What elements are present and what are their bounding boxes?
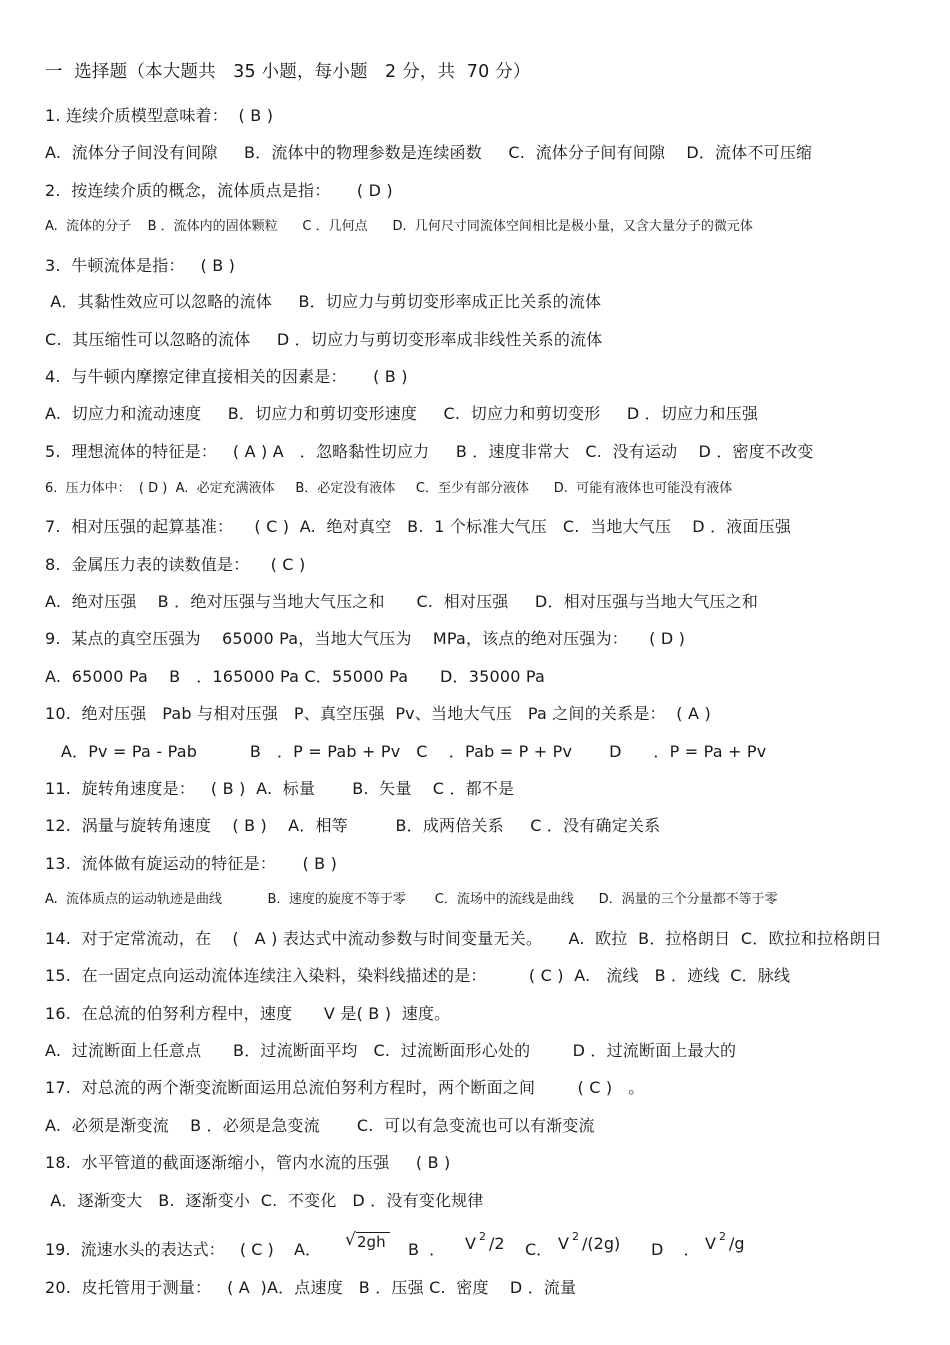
question-8-options: A. 绝对压强 B ．绝对压强与当地大气压之和 C. 相对压强 D．相对压强与当地大气压之和 <box>45 592 759 611</box>
question-10: 10. 绝对压强 Pab 与相对压强 P、真空压强 Pv、当地大气压 Pa 之间的关系是： ( A ) <box>45 704 711 723</box>
section-heading: 一 选择题（本大题共 35 小题，每小题 2 分，共 70 分） <box>45 62 531 82</box>
question-17: 17. 对总流的两个渐变流断面运用总流伯努利方程时，两个断面之间 ( C ) 。 <box>45 1078 645 1097</box>
question-17-options: A. 必须是渐变流 B ．必须是急变流 C. 可以有急变流也可以有渐变流 <box>45 1116 595 1135</box>
sqrt-sign: √ <box>345 1230 356 1250</box>
question-2-options: A. 流体的分子 B ．流体内的固体颗粒 C ．几何点 D. 几何尺寸同流体空间相比是极小量，又含大量分子的微元体 <box>45 219 753 234</box>
option-c-den: /(2g) <box>582 1234 621 1253</box>
question-4-options: A. 切应力和流动速度 B．切应力和剪切变形速度 C. 切应力和剪切变形 D ．切应力和压强 <box>45 404 759 423</box>
question-5: 5. 理想流体的特征是： ( A ) A ．忽略黏性切应力 B ．速度非常大 C. 没有运动 D ．密度不改变 <box>45 442 814 461</box>
option-a-value: 2gh <box>357 1233 386 1251</box>
option-c-v: V <box>558 1234 569 1253</box>
question-7: 7. 相对压强的起算基准： ( C ) A. 绝对真空 B. 1 个标准大气压 C. 当地大气压 D ．液面压强 <box>45 517 792 536</box>
question-18: 18. 水平管道的截面逐渐缩小，管内水流的压强 ( B ) <box>45 1153 451 1172</box>
question-16-options: A. 过流断面上任意点 B．过流断面平均 C. 过流断面形心处的 D ．过流断面上最大的 <box>45 1041 737 1060</box>
question-3-options-cd: C. 其压缩性可以忽略的流体 D ．切应力与剪切变形率成非线性关系的流体 <box>45 330 603 349</box>
question-12: 12. 涡量与旋转角速度 ( B ) A．相等 B．成两倍关系 C ．没有确定关系 <box>45 816 661 835</box>
question-6: 6. 压力体中： ( D ) A. 必定充满液体 B．必定没有液体 C．至少有部分液体 D. 可能有液体也可能没有液体 <box>45 481 733 496</box>
question-3: 3. 牛顿流体是指： ( B ) <box>45 256 236 275</box>
question-14: 14. 对于定常流动，在 ( A ) 表达式中流动参数与时间变量无关。 A. 欧拉 B．拉格朗日 C．欧拉和拉格朗日 <box>45 929 882 948</box>
question-19 <box>45 1228 845 1264</box>
question-16: 16. 在总流的伯努利方程中，速度 V 是( B ) 速度。 <box>45 1004 451 1023</box>
option-d-exp: 2 <box>719 1230 726 1243</box>
option-c-exp: 2 <box>572 1230 579 1243</box>
option-d-label: D ． <box>651 1240 700 1259</box>
question-18-options: A．逐渐变大 B. 逐渐变小 C. 不变化 D ．没有变化规律 <box>45 1191 484 1210</box>
option-c-label: C． <box>525 1240 553 1259</box>
question-3-options-ab: A．其黏性效应可以忽略的流体 B．切应力与剪切变形率成正比关系的流体 <box>45 292 602 311</box>
option-b-exp: 2 <box>479 1230 486 1243</box>
option-d-den: /g <box>729 1234 745 1253</box>
option-b-label: B ． <box>408 1240 446 1259</box>
question-20: 20. 皮托管用于测量： ( A )A．点速度 B ．压强 C. 密度 D ．流量 <box>45 1278 577 1297</box>
question-4: 4. 与牛顿内摩擦定律直接相关的因素是： ( B ) <box>45 367 408 386</box>
option-d-v: V <box>705 1234 716 1253</box>
question-19-prefix: 19. 流速水头的表达式： ( C ) A． <box>45 1240 321 1259</box>
question-15: 15. 在一固定点向运动流体连续注入染料，染料线描述的是： ( C ) A. 流线 B ．迹线 C．脉线 <box>45 966 791 985</box>
question-8: 8. 金属压力表的读数值是： ( C ) <box>45 555 306 574</box>
question-13-options: A. 流体质点的运动轨迹是曲线 B. 速度的旋度不等于零 C．流场中的流线是曲线 D．涡量的三个分量都不等于零 <box>45 892 778 907</box>
option-b-v: V <box>465 1234 476 1253</box>
question-2: 2. 按连续介质的概念，流体质点是指： ( D ) <box>45 181 393 200</box>
option-b-den: /2 <box>489 1234 505 1253</box>
question-1: 1. 连续介质模型意味着： ( B ) <box>45 106 274 125</box>
question-9: 9. 某点的真空压强为 65000 Pa，当地大气压为 MPa，该点的绝对压强为： ( D ) <box>45 629 686 648</box>
question-11: 11. 旋转角速度是： ( B ) A. 标量 B. 矢量 C ．都不是 <box>45 779 515 798</box>
question-10-options: A．Pv = Pa - Pab B ．P = Pab + Pv C ．Pab = P + Pv D ．P = Pa + Pv <box>45 742 767 761</box>
question-9-options: A. 65000 Pa B ．165000 Pa C．55000 Pa D．35000 Pa <box>45 667 546 686</box>
question-13: 13. 流体做有旋运动的特征是： ( B ) <box>45 854 338 873</box>
question-1-options: A. 流体分子间没有间隙 B．流体中的物理参数是连续函数 C. 流体分子间有间隙 D．流体不可压缩 <box>45 143 813 162</box>
